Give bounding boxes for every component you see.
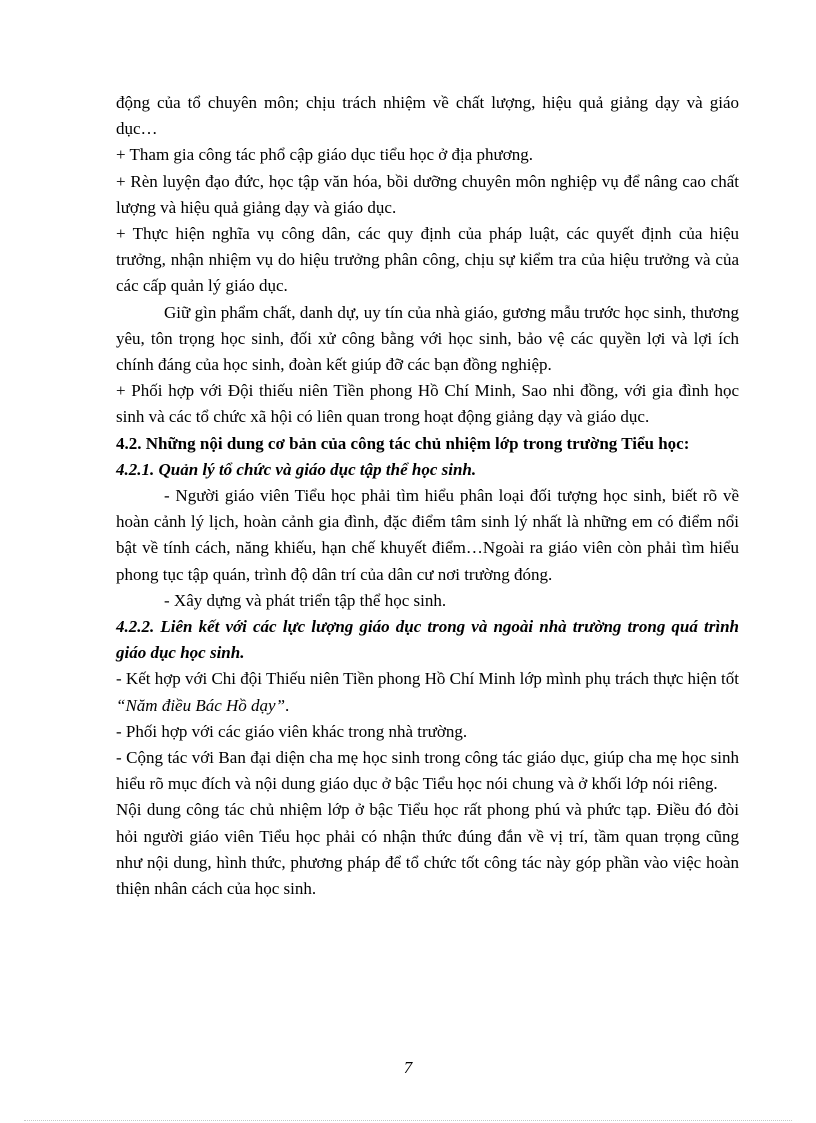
- section-heading-4-2: 4.2. Những nội dung cơ bản của công tác chủ nhiệm lớp trong trường Tiểu học:: [116, 433, 690, 453]
- paragraph-build-collective: - Xây dựng và phát triển tập thể học sinh.: [164, 590, 447, 610]
- paragraph-civic-duty: + Thực hiện nghĩa vụ công dân, các quy định của pháp luật, các quyết định của hiệu trưởng, nhận nhiệm vụ do hiệu trưởng phân công, chịu sự kiểm tra của hiệu trưởng và của các cấp quản lý giáo dục.: [116, 224, 739, 296]
- quote-five-teachings: “Năm điều Bác Hồ dạy”: [116, 695, 286, 715]
- paragraph-self-training: + Rèn luyện đạo đức, học tập văn hóa, bồi dưỡng chuyên môn nghiệp vụ để nâng cao chất lượng và hiệu quả giảng dạy và giáo dục.: [116, 171, 739, 217]
- paragraph-other-teachers: - Phối hợp với các giáo viên khác trong nhà trường.: [116, 721, 468, 741]
- paragraph-youth-union-text: - Kết hợp với Chi đội Thiếu niên Tiền phong Hồ Chí Minh lớp mình phụ trách thực hiện tốt: [116, 669, 739, 689]
- document-body: [116, 90, 739, 902]
- page-number: 7: [403, 1058, 413, 1077]
- paragraph-continuation: động của tổ chuyên môn; chịu trách nhiệm về chất lượng, hiệu quả giảng dạy và giáo dục…: [116, 93, 739, 139]
- paragraph-universal-education: + Tham gia công tác phổ cập giáo dục tiểu học ở địa phương.: [116, 145, 533, 165]
- page-bottom-divider: [24, 1120, 792, 1121]
- paragraph-coordination: + Phối hợp với Đội thiếu niên Tiền phong Hồ Chí Minh, Sao nhi đồng, với gia đình học sinh và các tổ chức xã hội có liên quan trong hoạt động giảng dạy và giáo dục.: [116, 381, 739, 427]
- paragraph-youth-union-end: .: [285, 695, 290, 715]
- subsection-heading-4-2-1: 4.2.1. Quản lý tổ chức và giáo dục tập thể học sinh.: [116, 459, 477, 479]
- paragraph-parents-board: - Cộng tác với Ban đại diện cha mẹ học sinh trong công tác giáo dục, giúp cha mẹ học sinh hiểu rõ mục đích và nội dung giáo dục ở bậc Tiểu học nói chung và ở khối lớp nói riêng.: [116, 748, 739, 794]
- paragraph-student-understanding: - Người giáo viên Tiểu học phải tìm hiểu phân loại đối tượng học sinh, biết rõ về hoàn cảnh lý lịch, hoàn cảnh gia đình, đặc điểm tâm sinh lý nhất là những em có điểm nổi bật về tính cách, năng khiếu, hạn chế khuyết điểm…Ngoài ra giáo viên còn phải tìm hiểu phong tục tập quán, trình độ dân trí của dân cư nơi trường đóng.: [116, 486, 739, 584]
- paragraph-youth-union: [116, 666, 739, 718]
- subsection-heading-4-2-2: 4.2.2. Liên kết với các lực lượng giáo dục trong và ngoài nhà trường trong quá trình giáo dục học sinh.: [116, 617, 739, 663]
- paragraph-teacher-ethics: Giữ gìn phẩm chất, danh dự, uy tín của nhà giáo, gương mẫu trước học sinh, thương yêu, tôn trọng học sinh, đối xử công bằng với học sinh, bảo vệ các quyền lợi và lợi ích chính đáng của học sinh, đoàn kết giúp đỡ các bạn đồng nghiệp.: [116, 302, 739, 375]
- paragraph-conclusion: Nội dung công tác chủ nhiệm lớp ở bậc Tiểu học rất phong phú và phức tạp. Điều đó đòi hỏi người giáo viên Tiểu học phải có nhận thức đúng đắn về vị trí, tầm quan trọng cũng như nội dung, hình thức, phương pháp để tổ chức tốt công tác này góp phần vào việc hoàn thiện nhân cách của học sinh.: [116, 800, 739, 899]
